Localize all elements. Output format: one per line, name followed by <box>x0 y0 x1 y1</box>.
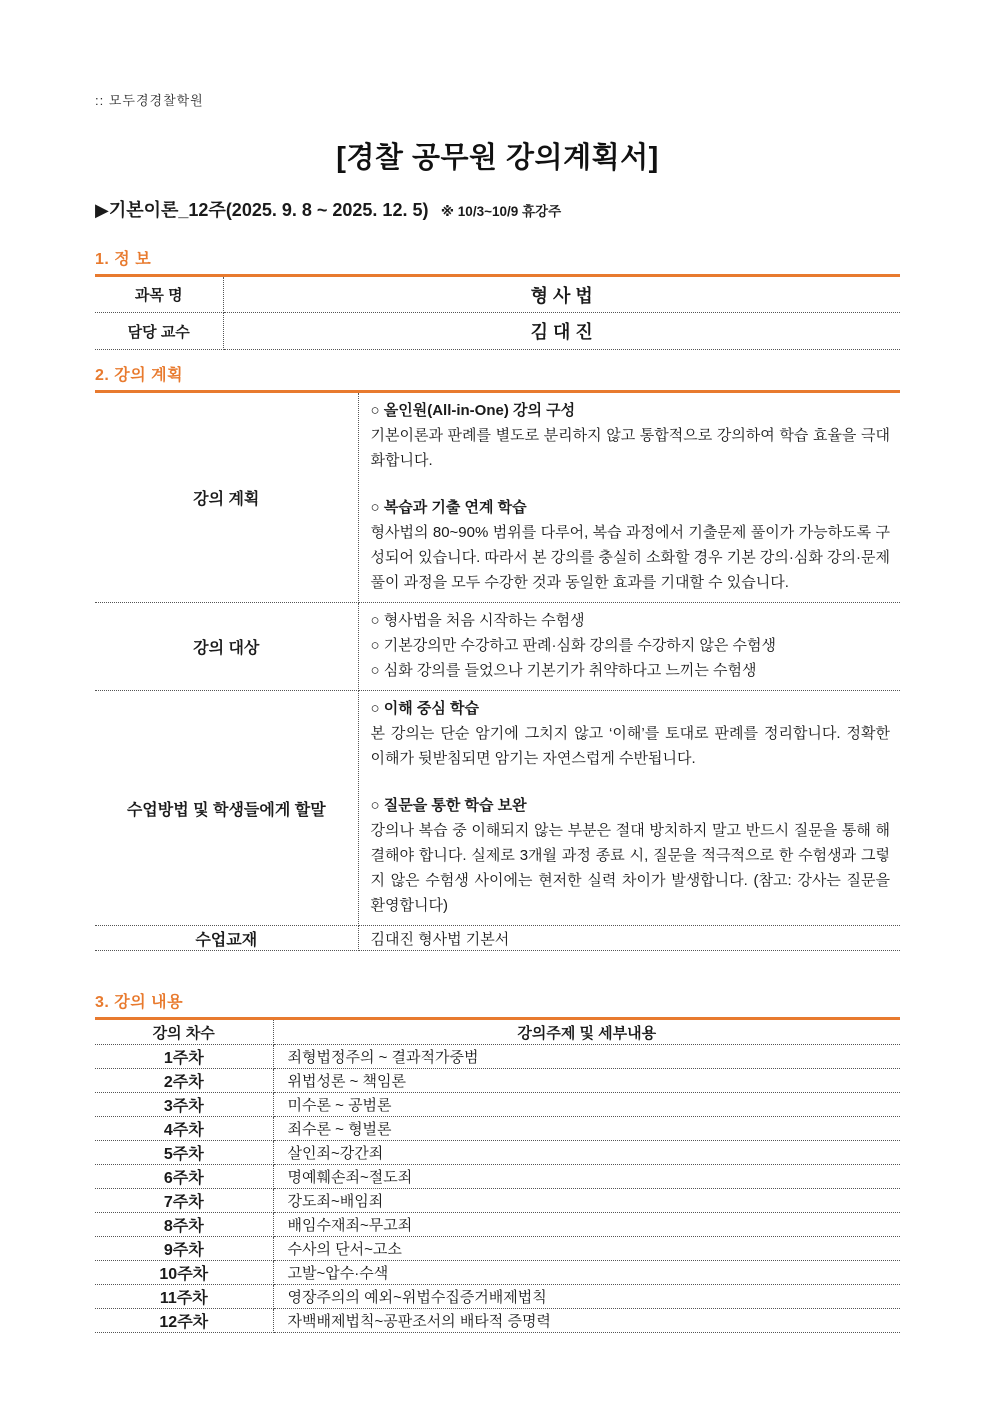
plan-label-lecture-plan: 강의 계획 <box>95 392 358 603</box>
plan-label-method: 수업방법 및 학생들에게 할말 <box>95 691 358 926</box>
week-cell: 11주차 <box>95 1285 273 1309</box>
table-row <box>95 1261 900 1285</box>
table-row <box>95 1045 900 1069</box>
bullet-heading: ○ 복습과 기출 연계 학습 <box>370 499 527 516</box>
table-row <box>95 313 900 350</box>
info-label-subject: 과목 명 <box>95 276 223 313</box>
table-row <box>95 691 900 926</box>
plan-content-textbook: 김대진 형사법 기본서 <box>358 926 900 951</box>
section-contents-heading: 3. 강의 내용 <box>95 994 184 1011</box>
table-row <box>95 1141 900 1165</box>
bullet-heading: ○ 올인원(All-in-One) 강의 구성 <box>370 402 576 419</box>
column-header-topic: 강의주제 및 세부내용 <box>273 1019 900 1045</box>
page-title: [경찰 공무원 강의계획서] <box>336 142 659 174</box>
course-period: ▶기본이론_12주(2025. 9. 8 ~ 2025. 12. 5) <box>95 200 429 220</box>
schedule-table <box>95 1017 900 1333</box>
table-row <box>95 1069 900 1093</box>
holiday-note: ※ 10/3~10/9 휴강주 <box>440 204 562 219</box>
week-cell: 7주차 <box>95 1189 273 1213</box>
plan-table <box>95 390 900 951</box>
plan-content-lecture-plan <box>358 392 900 603</box>
plan-label-textbook: 수업교재 <box>95 926 358 951</box>
section-info <box>95 246 900 350</box>
body-text: 기본이론과 판례를 별도로 분리하지 않고 통합적으로 강의하여 학습 효율을 극대화합니다. <box>370 427 890 469</box>
topic-cell: 죄형법정주의 ~ 결과적가중범 <box>273 1045 900 1069</box>
week-cell: 8주차 <box>95 1213 273 1237</box>
info-value-professor: 김 대 진 <box>223 313 900 350</box>
week-cell: 10주차 <box>95 1261 273 1285</box>
week-cell: 9주차 <box>95 1237 273 1261</box>
plan-content-method <box>358 691 900 926</box>
bullet-heading: ○ 이해 중심 학습 <box>370 700 480 717</box>
week-cell: 2주차 <box>95 1069 273 1093</box>
table-row <box>95 1165 900 1189</box>
info-value-subject: 형 사 법 <box>223 276 900 313</box>
section-plan-heading: 2. 강의 계획 <box>95 367 184 384</box>
topic-cell: 미수론 ~ 공범론 <box>273 1093 900 1117</box>
table-row <box>95 926 900 951</box>
week-cell: 1주차 <box>95 1045 273 1069</box>
table-row <box>95 392 900 603</box>
table-row <box>95 1285 900 1309</box>
bullet-item: ○ 심화 강의를 들었으나 기본기가 취약하다고 느끼는 수험생 <box>370 662 757 679</box>
topic-cell: 강도죄~배임죄 <box>273 1189 900 1213</box>
topic-cell: 죄수론 ~ 형벌론 <box>273 1117 900 1141</box>
week-cell: 12주차 <box>95 1309 273 1333</box>
topic-cell: 배임수재죄~무고죄 <box>273 1213 900 1237</box>
course-period-line <box>95 196 900 222</box>
week-cell: 3주차 <box>95 1093 273 1117</box>
table-row <box>95 1213 900 1237</box>
week-cell: 6주차 <box>95 1165 273 1189</box>
table-row <box>95 1309 900 1333</box>
topic-cell: 살인죄~강간죄 <box>273 1141 900 1165</box>
topic-cell: 자백배제법칙~공판조서의 배타적 증명력 <box>273 1309 900 1333</box>
blank-line <box>371 473 891 495</box>
site-label: :: 모두경경찰학원 <box>95 93 204 108</box>
body-text: 강의나 복습 중 이해되지 않는 부분은 절대 방치하지 말고 반드시 질문을 통해 해결해야 합니다. 실제로 3개월 과정 종료 시, 질문을 적극적으로 한 수험생과 그렇지 않은 수험생 사이에는 현저한 실력 차이가 발생합니다. (참고: 강사는 질문을 환영합니다) <box>370 822 890 914</box>
body-text: 본 강의는 단순 암기에 그치지 않고 ‘이해’를 토대로 판례를 정리합니다. 정확한 이해가 뒷받침되면 암기는 자연스럽게 수반됩니다. <box>370 725 890 767</box>
week-cell: 5주차 <box>95 1141 273 1165</box>
topic-cell: 고발~압수·수색 <box>273 1261 900 1285</box>
info-table <box>95 274 900 350</box>
table-row <box>95 1237 900 1261</box>
topic-cell: 명예훼손죄~절도죄 <box>273 1165 900 1189</box>
info-label-professor: 담당 교수 <box>95 313 223 350</box>
blank-line <box>371 771 891 793</box>
body-text: 형사법의 80~90% 범위를 다루어, 복습 과정에서 기출문제 풀이가 가능하도록 구성되어 있습니다. 따라서 본 강의를 충실히 소화할 경우 기본 강의·심화 강의·문제풀이 과정을 모두 수강한 것과 동일한 효과를 기대할 수 있습니다. <box>370 524 891 591</box>
week-cell: 4주차 <box>95 1117 273 1141</box>
table-row <box>95 1189 900 1213</box>
section-plan <box>95 362 900 951</box>
table-row <box>95 276 900 313</box>
topic-cell: 영장주의의 예외~위법수집증거배제법칙 <box>273 1285 900 1309</box>
topic-cell: 수사의 단서~고소 <box>273 1237 900 1261</box>
plan-label-target: 강의 대상 <box>95 603 358 691</box>
table-row <box>95 1093 900 1117</box>
table-header-row <box>95 1019 900 1045</box>
table-row <box>95 1117 900 1141</box>
section-info-heading: 1. 정 보 <box>95 251 152 268</box>
section-contents <box>95 989 900 1333</box>
bullet-item: ○ 기본강의만 수강하고 판례·심화 강의를 수강하지 않은 수험생 <box>370 637 776 654</box>
table-row <box>95 603 900 691</box>
bullet-item: ○ 형사법을 처음 시작하는 수험생 <box>370 612 585 629</box>
plan-content-target <box>358 603 900 691</box>
topic-cell: 위법성론 ~ 책임론 <box>273 1069 900 1093</box>
bullet-heading: ○ 질문을 통한 학습 보완 <box>370 797 527 814</box>
column-header-week: 강의 차수 <box>95 1019 273 1045</box>
